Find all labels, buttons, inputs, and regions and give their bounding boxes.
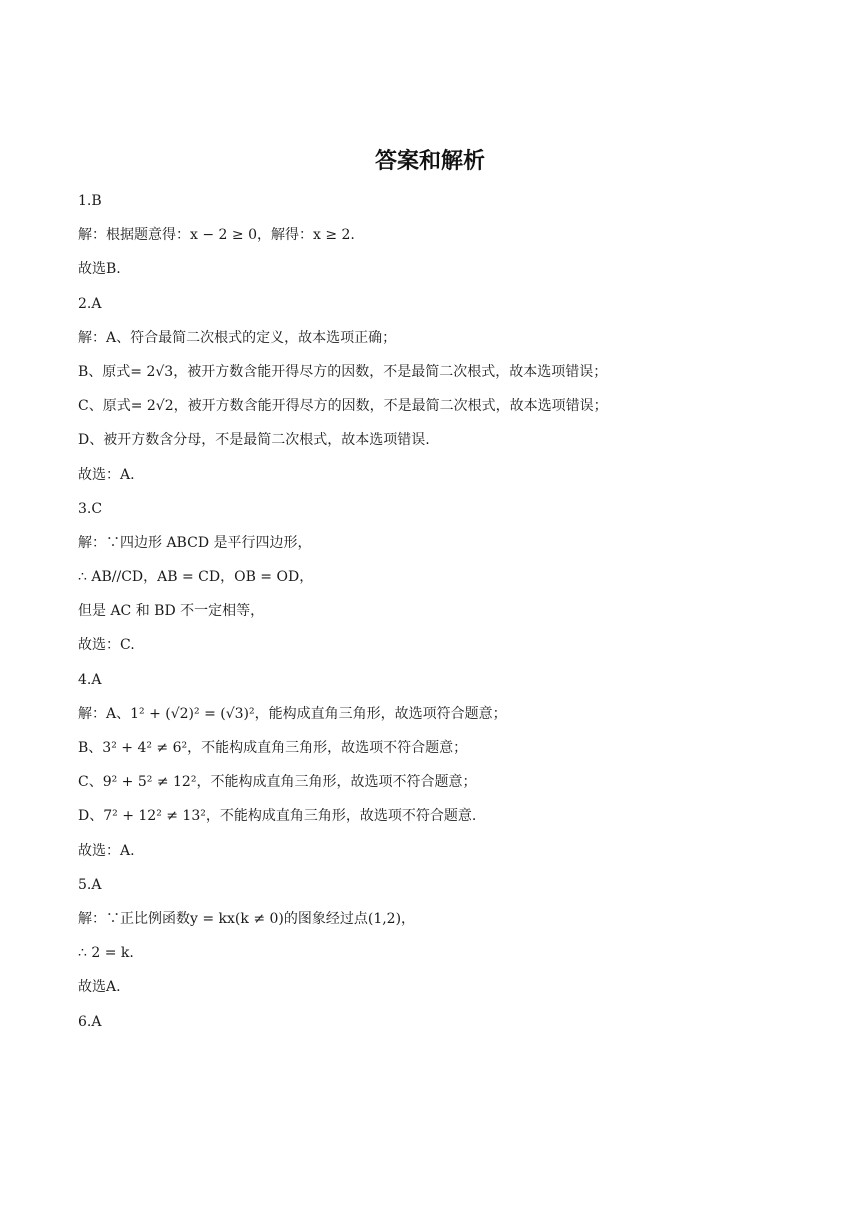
answer-line: 故选：A. — [78, 466, 135, 483]
answer-line: 解：A、符合最简二次根式的定义，故本选项正确； — [78, 329, 397, 346]
answer-line: ∴ 2 = k. — [78, 945, 134, 962]
answer-line: C、9² + 5² ≠ 12²，不能构成直角三角形，故选项不符合题意； — [78, 774, 477, 791]
answer-line: 故选A. — [78, 979, 121, 996]
answer-line: B、原式= 2√3，被开方数含能开得尽方的因数，不是最简二次根式，故本选项错误； — [78, 363, 608, 380]
answer-line: 故选B. — [78, 261, 121, 278]
answer-line: D、7² + 12² ≠ 13²，不能构成直角三角形，故选项不符合题意. — [78, 808, 477, 825]
answer-line: 解：∵四边形 ABCD 是平行四边形， — [78, 534, 312, 551]
answer-line: ∴ AB//CD，AB = CD，OB = OD， — [78, 569, 314, 586]
answer-line: 5.A — [78, 876, 102, 893]
answer-line: 4.A — [78, 671, 102, 688]
answer-line: 解：∵正比例函数y = kx(k ≠ 0)的图象经过点(1,2)， — [78, 910, 416, 927]
page-title: 答案和解析 — [374, 149, 485, 174]
answer-line: 解：A、1² + (√2)² = (√3)²，能构成直角三角形，故选项符合题意； — [78, 705, 507, 722]
answer-line: 6.A — [78, 1013, 102, 1030]
answer-line: 故选：C. — [78, 637, 135, 654]
answer-line: 故选：A. — [78, 842, 135, 859]
answer-line: D、被开方数含分母，不是最简二次根式，故本选项错误. — [78, 432, 430, 449]
answer-line: 1.B — [78, 193, 102, 209]
answer-line: 3.C — [78, 500, 103, 517]
answer-line: B、3² + 4² ≠ 6²，不能构成直角三角形，故选项不符合题意； — [78, 740, 468, 756]
answer-line: C、原式= 2√2，被开方数含能开得尽方的因数，不是最简二次根式，故本选项错误； — [78, 398, 608, 415]
answer-line: 2.A — [78, 295, 102, 312]
answer-line: 解：根据题意得：x − 2 ≥ 0，解得：x ≥ 2. — [78, 227, 355, 244]
answer-line: 但是 AC 和 BD 不一定相等， — [78, 603, 265, 620]
answer-content — [78, 190, 798, 1045]
